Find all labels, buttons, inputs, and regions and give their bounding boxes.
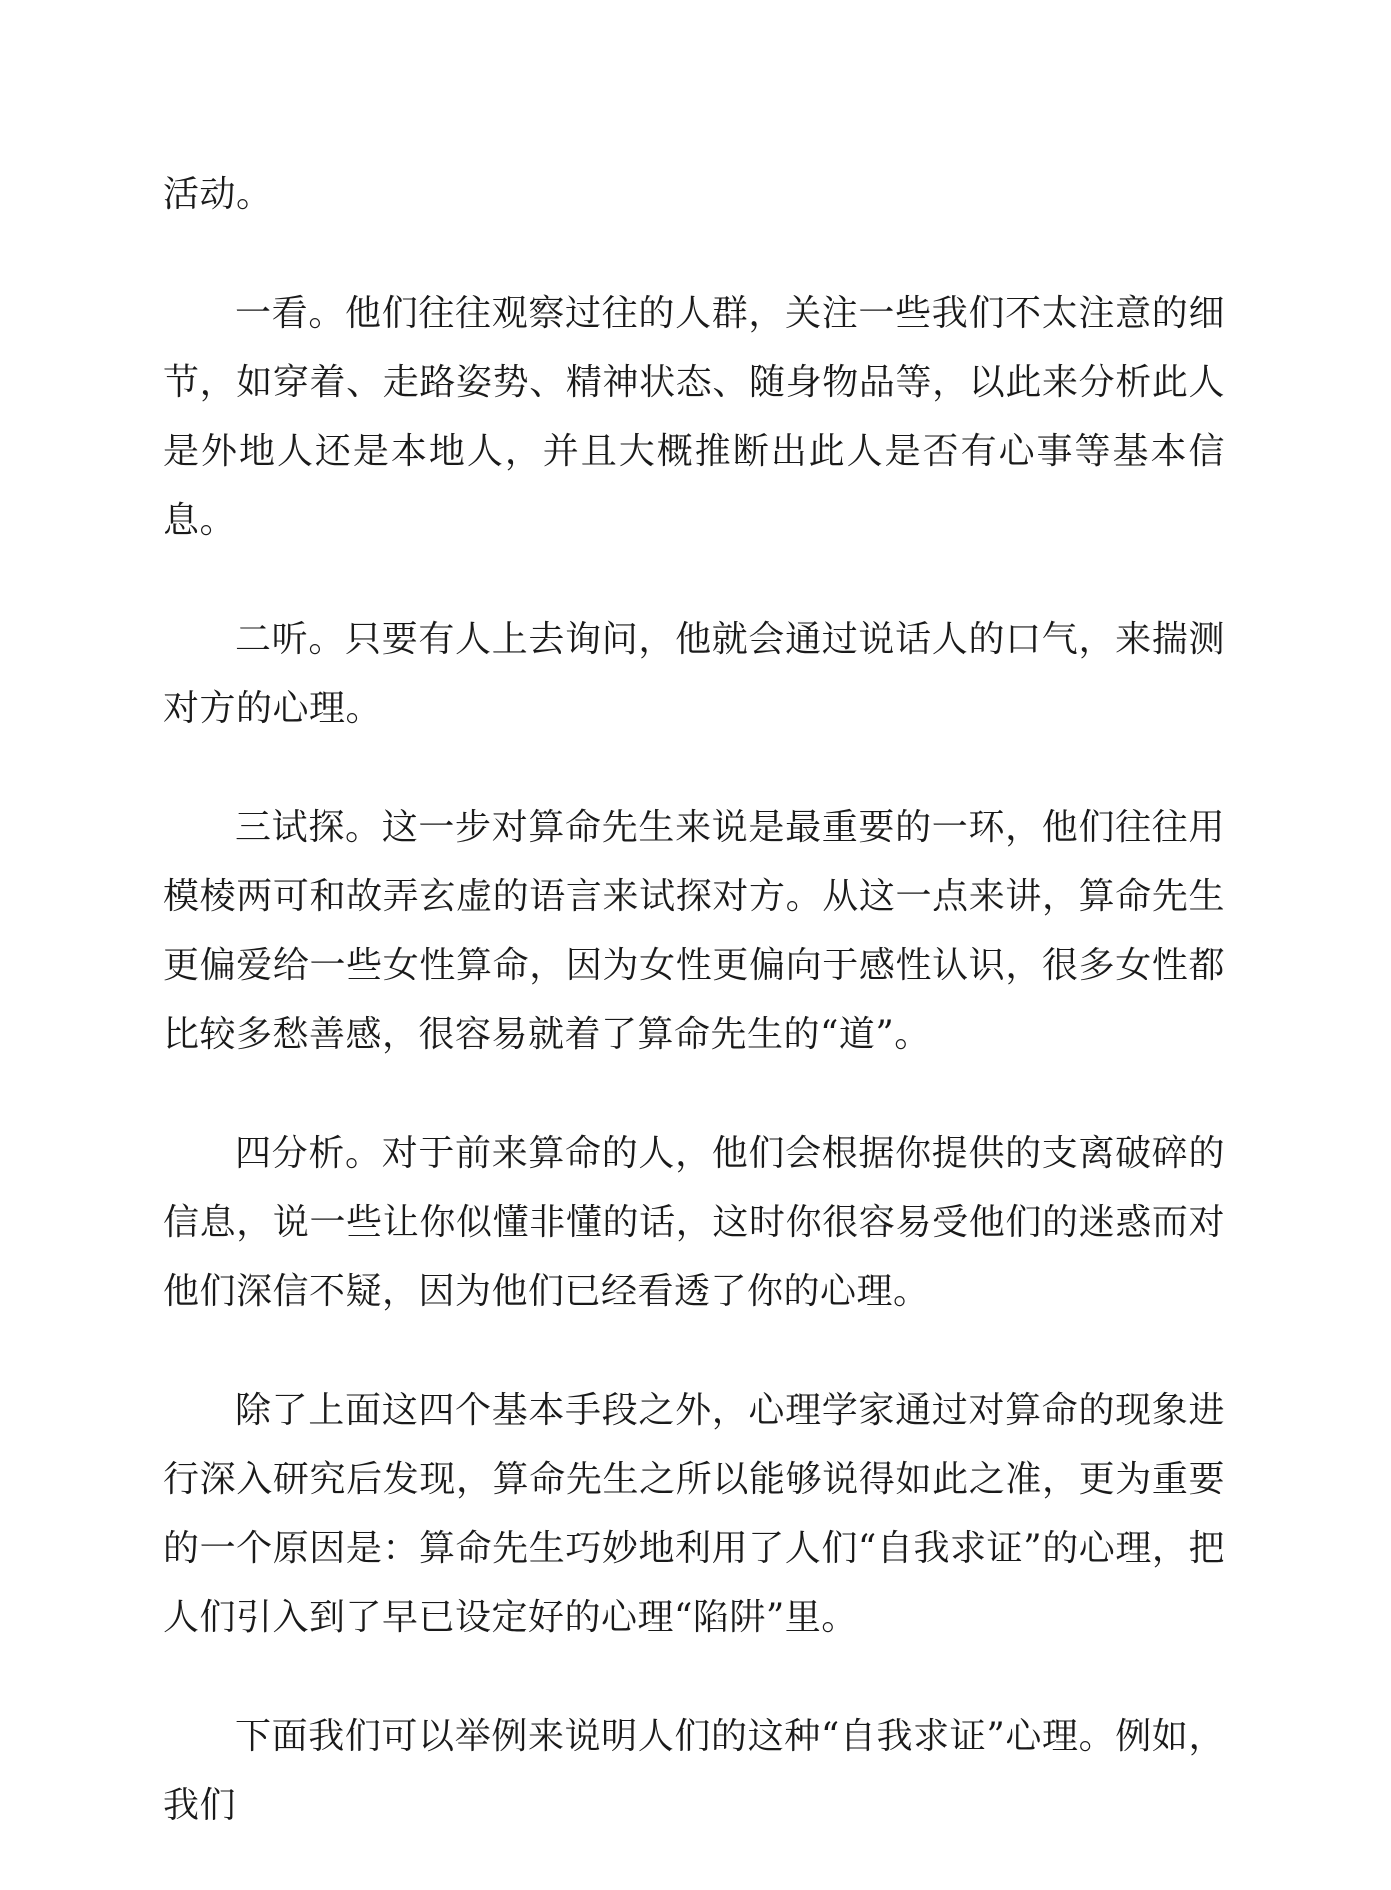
paragraph-look: 一看。他们往往观察过往的人群，关注一些我们不太注意的细节，如穿着、走路姿势、精神状态、随身物品等，以此来分析此人是外地人还是本地人，并且大概推断出此人是否有心事等基本信息。 (163, 293, 1225, 541)
paragraph-probe: 三试探。这一步对算命先生来说是最重要的一环，他们往往用模棱两可和故弄玄虚的语言来试探对方。从这一点来讲，算命先生更偏爱给一些女性算命，因为女性更偏向于感性认识，很多女性都比较多愁善感，很容易就着了算命先生的“道”。 (163, 807, 1225, 1055)
paragraph-self-verification: 除了上面这四个基本手段之外，心理学家通过对算命的现象进行深入研究后发现，算命先生之所以能够说得如此之准，更为重要的一个原因是：算命先生巧妙地利用了人们“自我求证”的心理，把人们引入到了早已设定好的心理“陷阱”里。 (163, 1390, 1225, 1638)
paragraph-example: 下面我们可以举例来说明人们的这种“自我求证”心理。例如，我们 (163, 1716, 1225, 1826)
document-body (163, 160, 1225, 1890)
paragraph-analyze: 四分析。对于前来算命的人，他们会根据你提供的支离破碎的信息，说一些让你似懂非懂的话，这时你很容易受他们的迷惑而对他们深信不疑，因为他们已经看透了你的心理。 (163, 1133, 1225, 1312)
paragraph-listen: 二听。只要有人上去询问，他就会通过说话人的口气，来揣测对方的心理。 (163, 619, 1225, 729)
paragraph-continuation: 活动。 (163, 174, 273, 215)
